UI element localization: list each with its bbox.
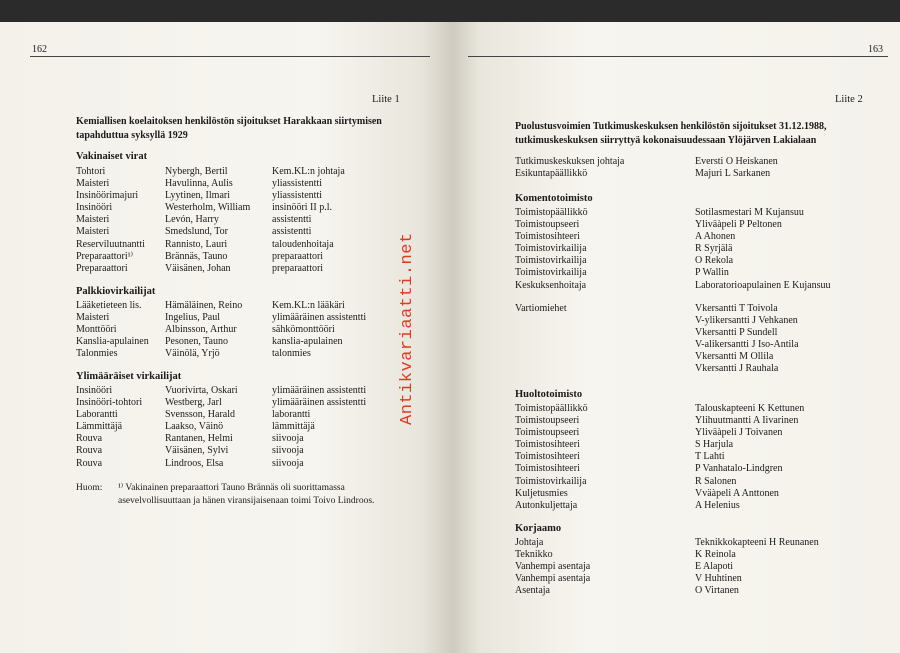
table-row: [76, 445, 406, 457]
name-cell: Westberg, Jarl: [165, 397, 222, 409]
section-palkkio: [76, 300, 406, 360]
name-cell: Vkersantti M Ollila: [695, 351, 774, 363]
appendix-title: Puolustusvoimien Tutkimuskeskuksen henkilöstön sijoitukset 31.12.1988, tutkimuskeskuksen siirryttyä kokonaisuudessaan Ylöjärven Lakialaan: [515, 121, 827, 146]
role-cell: siivooja: [272, 445, 304, 457]
name-cell: Väisänen, Sylvi: [165, 445, 229, 457]
table-row: [515, 415, 885, 427]
role-cell: talonmies: [272, 348, 311, 360]
title-cell: Rouva: [76, 457, 103, 469]
role-cell: lämmittäjä: [272, 421, 315, 433]
name-cell: V Huhtinen: [695, 573, 742, 585]
scan-edge: [453, 0, 900, 22]
section-heading: Vakinaiset virat: [76, 151, 148, 162]
name-cell: Hämäläinen, Reino: [165, 300, 243, 311]
table-row: [515, 156, 885, 168]
role-cell: insinööri II p.l.: [272, 202, 332, 214]
table-row: [515, 351, 885, 363]
table-row: [515, 488, 885, 500]
role-cell: taloudenhoitaja: [272, 238, 334, 250]
table-row: [76, 178, 406, 190]
name-cell: E Alapoti: [695, 561, 734, 573]
name-cell: Väinölä, Yrjö: [165, 348, 220, 360]
name-cell: Vkersantti P Sundell: [695, 327, 778, 339]
role-cell: kanslia-apulainen: [272, 336, 343, 348]
table-row: [515, 451, 885, 463]
name-cell: Rannisto, Lauri: [165, 238, 228, 250]
name-cell: S Harjula: [695, 439, 734, 451]
table-row: [515, 339, 885, 351]
title-cell: Preparaattori¹⁾: [76, 250, 134, 262]
table-row: [76, 190, 406, 202]
name-cell: Lyytinen, Ilmari: [165, 190, 230, 202]
table-row: [76, 433, 406, 445]
name-cell: V-alikersantti J Iso-Antila: [695, 339, 799, 351]
table-row: [515, 303, 885, 315]
title-cell: Toimistosihteeri: [515, 439, 580, 451]
role-cell: assistentti: [272, 214, 312, 226]
title-cell: Vanhempi asentaja: [515, 561, 591, 573]
name-cell: O Virtanen: [695, 585, 739, 597]
table-row: [76, 421, 406, 433]
intro-rows: [515, 156, 885, 180]
name-cell: Albinsson, Arthur: [165, 324, 237, 336]
role-cell: sähkömonttööri: [272, 324, 335, 336]
table-row: [76, 166, 406, 178]
section-heading: Palkkiovirkailijat: [76, 286, 156, 297]
name-cell: O Rekola: [695, 255, 734, 267]
table-row: [515, 168, 885, 180]
name-cell: R Salonen: [695, 475, 737, 487]
name-cell: A Ahonen: [695, 231, 736, 243]
section-ylimaaraiset: [76, 385, 406, 470]
name-cell: Väisänen, Johan: [165, 262, 231, 274]
name-cell: Pesonen, Tauno: [165, 336, 228, 348]
role-cell: ylimääräinen assistentti: [272, 385, 367, 396]
name-cell: Vkersantti J Rauhala: [695, 363, 779, 375]
title-cell: Reserviluutnantti: [76, 238, 145, 250]
name-cell: Vuorivirta, Oskari: [165, 385, 238, 396]
title-cell: Talonmies: [76, 348, 118, 360]
role-cell: yliassistentti: [272, 190, 322, 202]
title-cell: Toimistoupseeri: [515, 415, 580, 427]
table-row: [515, 207, 885, 219]
role-cell: ylimääräinen assistentti: [272, 397, 367, 409]
role-cell: preparaattori: [272, 250, 324, 262]
table-row: [515, 549, 885, 561]
table-row: [515, 231, 885, 243]
title-cell: Toimistoupseeri: [515, 219, 580, 231]
name-cell: Ingelius, Paul: [165, 312, 220, 324]
name-cell: Yliväàpeli P Peltonen: [695, 219, 782, 231]
title-cell: Autonkuljettaja: [515, 499, 578, 511]
name-cell: Brännäs, Tauno: [165, 250, 228, 262]
table-row: [515, 327, 885, 339]
table-row: [76, 312, 406, 324]
name-cell: R Syrjälä: [695, 243, 733, 255]
table-row: [76, 458, 406, 470]
table-row: [515, 561, 885, 573]
title-cell: Toimistosihteeri: [515, 231, 580, 243]
role-cell: siivooja: [272, 457, 304, 469]
role-cell: Kem.KL:n lääkäri: [272, 300, 345, 311]
title-cell: Esikuntapäällikkö: [515, 168, 588, 180]
name-cell: P Wallin: [695, 267, 729, 279]
title-cell: Insinöörimajuri: [76, 190, 139, 202]
section-vartiomiehet: [515, 303, 885, 376]
table-row: [515, 255, 885, 267]
name-cell: Talouskapteeni K Kettunen: [695, 403, 805, 414]
name-cell: Havulinna, Aulis: [165, 178, 233, 190]
name-cell: Westerholm, William: [165, 202, 251, 214]
name-cell: Vväàpeli A Anttonen: [695, 487, 779, 499]
name-cell: Ylihuutmantti A Iivarinen: [695, 415, 799, 427]
table-row: [515, 573, 885, 585]
name-cell: P Vanhatalo-Lindgren: [695, 463, 783, 475]
role-cell: Kem.KL:n johtaja: [272, 166, 345, 177]
name-cell: V-ylikersantti J Vehkanen: [695, 315, 798, 327]
title-cell: Kuljetusmies: [515, 487, 568, 499]
name-cell: Yliväàpeli J Toivanen: [695, 427, 783, 439]
section-vakinaiset: [76, 166, 406, 275]
page-number: 163: [868, 44, 883, 55]
role-cell: ylimääräinen assistentti: [272, 312, 367, 324]
table-row: [515, 500, 885, 512]
table-row: [76, 336, 406, 348]
name-cell: Lindroos, Elsa: [165, 457, 224, 469]
section-heading: Korjaamo: [515, 523, 562, 534]
section-huoltotoimisto: [515, 403, 885, 512]
table-row: [515, 219, 885, 231]
title-cell: Rouva: [76, 445, 103, 457]
name-cell: Smedslund, Tor: [165, 226, 229, 238]
name-cell: Majuri L Sarkanen: [695, 168, 771, 180]
table-row: [515, 315, 885, 327]
table-row: [515, 243, 885, 255]
title-cell: Toimistovirkailija: [515, 255, 587, 267]
role-cell: assistentti: [272, 226, 312, 238]
title-cell: Toimistovirkailija: [515, 267, 587, 279]
title-cell: Kanslia-apulainen: [76, 336, 149, 348]
title-cell: Toimistopäällikkö: [515, 207, 588, 218]
section-korjaamo: [515, 537, 885, 597]
title-cell: Insinööri: [76, 202, 113, 214]
title-cell: Maisteri: [76, 214, 110, 226]
title-cell: Monttööri: [76, 324, 117, 336]
page-number: 162: [32, 44, 47, 55]
title-cell: Toimistoupseeri: [515, 427, 580, 439]
appendix-label: Liite 2: [835, 94, 863, 105]
name-cell: Vkersantti T Toivola: [695, 303, 778, 314]
appendix-title: Kemiallisen koelaitoksen henkilöstön sijoitukset Harakkaan siirtymisen tapahduttua syksyllä 1929: [76, 116, 382, 141]
title-cell: Maisteri: [76, 312, 110, 324]
table-row: [76, 300, 406, 312]
watermark: [392, 232, 420, 425]
title-cell: Lääketieteen lis.: [76, 300, 142, 311]
table-row: [76, 239, 406, 251]
role-cell: siivooja: [272, 433, 304, 445]
title-cell: Lämmittäjä: [76, 421, 123, 433]
name-cell: A Helenius: [695, 499, 740, 511]
title-cell: Laborantti: [76, 409, 118, 421]
title-cell: Preparaattori: [76, 262, 128, 274]
table-row: [76, 397, 406, 409]
title-cell: Vartiomiehet: [515, 303, 567, 314]
table-row: [515, 280, 885, 292]
footnote-label: Huom:: [76, 483, 103, 493]
table-row: [76, 348, 406, 360]
right-page: [453, 0, 900, 653]
name-cell: Svensson, Harald: [165, 409, 235, 421]
header-rule: [30, 56, 430, 57]
table-row: [515, 427, 885, 439]
table-row: [76, 324, 406, 336]
table-row: [515, 363, 885, 375]
scan-edge: [0, 0, 453, 22]
section-heading: Komentotoimisto: [515, 193, 593, 204]
table-row: [515, 537, 885, 549]
table-row: [76, 202, 406, 214]
table-row: [515, 403, 885, 415]
name-cell: Laboratorioapulainen E Kujansuu: [695, 279, 831, 291]
role-cell: yliassistentti: [272, 178, 322, 190]
title-cell: Toimistosihteeri: [515, 451, 580, 463]
section-heading: Huoltotoimisto: [515, 389, 583, 400]
title-cell: Maisteri: [76, 226, 110, 238]
table-row: [515, 476, 885, 488]
name-cell: Eversti O Heiskanen: [695, 156, 778, 167]
role-cell: laborantti: [272, 409, 311, 421]
title-cell: Insinööri-tohtori: [76, 397, 143, 409]
title-cell: Teknikko: [515, 549, 553, 561]
role-cell: preparaattori: [272, 262, 324, 274]
table-row: [76, 226, 406, 238]
title-cell: Rouva: [76, 433, 103, 445]
title-cell: Toimistovirkailija: [515, 243, 587, 255]
header-rule: [468, 56, 888, 57]
name-cell: Nybergh, Bertil: [165, 166, 228, 177]
table-row: [515, 585, 885, 597]
table-row: [76, 409, 406, 421]
title-cell: Maisteri: [76, 178, 110, 190]
title-cell: Keskuksenhoitaja: [515, 279, 587, 291]
table-row: [515, 267, 885, 279]
name-cell: Sotilasmestari M Kujansuu: [695, 207, 804, 218]
title-cell: Toimistopäällikkö: [515, 403, 588, 414]
title-cell: Vanhempi asentaja: [515, 573, 591, 585]
name-cell: Levón, Harry: [165, 214, 219, 226]
name-cell: T Lahti: [695, 451, 725, 463]
footnote-text: ¹⁾ Vakinainen preparaattori Tauno Brännäs oli suorittamassa asevelvollisuuttaan ja hänen viransijaisenaan toimi Toivo Lindroos.: [118, 483, 375, 506]
title-cell: Toimistovirkailija: [515, 475, 587, 487]
name-cell: Teknikkokapteeni H Reunanen: [695, 537, 819, 548]
table-row: [76, 263, 406, 275]
appendix-label: Liite 1: [372, 94, 400, 105]
name-cell: Laakso, Väinö: [165, 421, 224, 433]
title-cell: Tutkimuskeskuksen johtaja: [515, 156, 625, 167]
title-cell: Johtaja: [515, 537, 544, 548]
table-row: [515, 439, 885, 451]
section-heading: Ylimääräiset virkailijat: [76, 371, 182, 382]
table-row: [76, 385, 406, 397]
table-row: [515, 463, 885, 475]
title-cell: Asentaja: [515, 585, 550, 597]
title-cell: Toimistosihteeri: [515, 463, 580, 475]
name-cell: Rantanen, Helmi: [165, 433, 233, 445]
name-cell: K Reinola: [695, 549, 736, 561]
table-row: [76, 214, 406, 226]
table-row: [76, 251, 406, 263]
watermark-text: Antikvariaatti.net: [398, 232, 417, 425]
section-komentotoimisto: [515, 207, 885, 292]
title-cell: Insinööri: [76, 385, 113, 396]
title-cell: Tohtori: [76, 166, 106, 177]
